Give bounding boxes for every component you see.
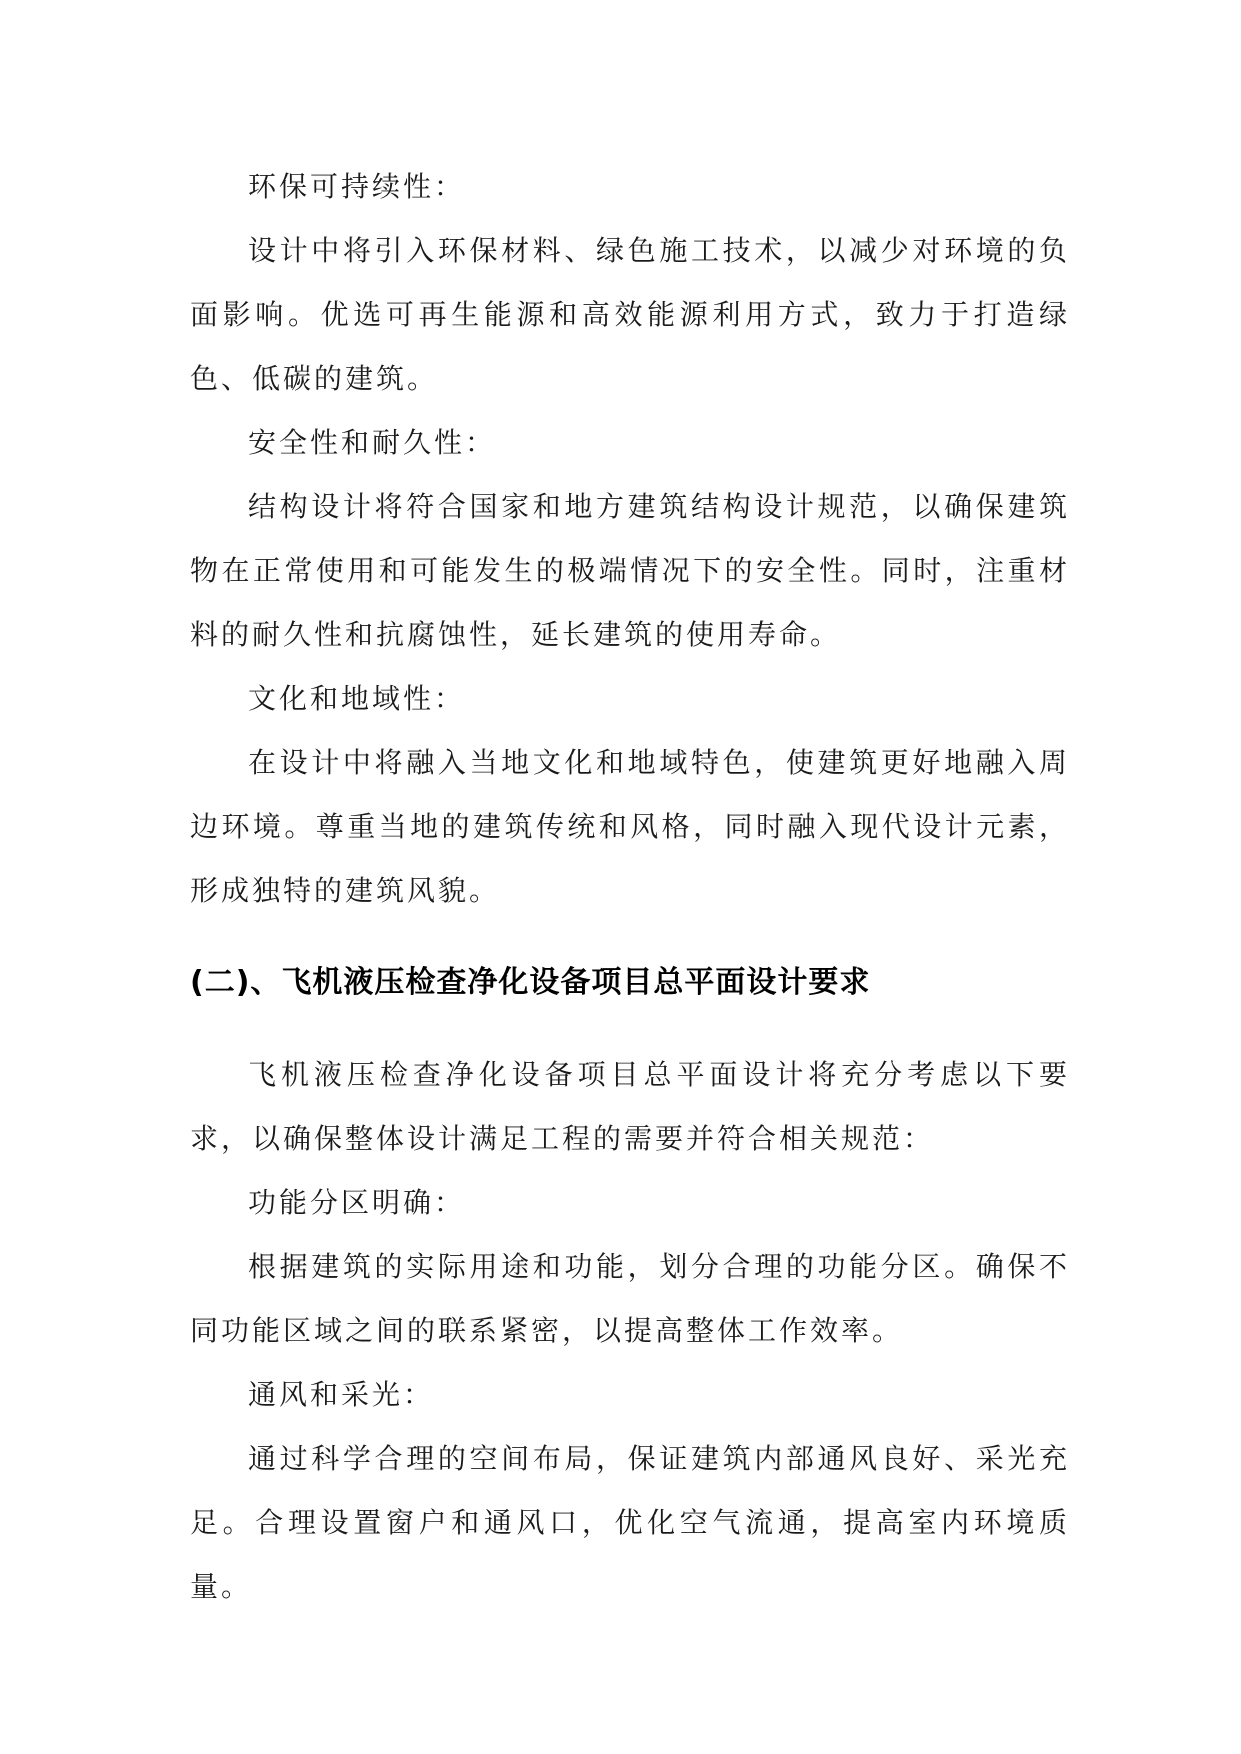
- section-heading-site-plan: (二)、飞机液压检查净化设备项目总平面设计要求: [190, 965, 871, 1000]
- paragraph-eco-sustainability: 设计中将引入环保材料、绿色施工技术，以减少对环境的负面影响。优选可再生能源和高效能源利用方式，致力于打造绿色、低碳的建筑。: [190, 234, 1070, 395]
- paragraph-ventilation-lighting: 通过科学合理的空间布局，保证建筑内部通风良好、采光充足。合理设置窗户和通风口，优化空气流通，提高室内环境质量。: [190, 1442, 1070, 1603]
- subheading-culture-region: 文化和地域性：: [248, 682, 466, 715]
- paragraph-site-plan-intro: 飞机液压检查净化设备项目总平面设计将充分考虑以下要求，以确保整体设计满足工程的需要并符合相关规范：: [190, 1058, 1070, 1155]
- subheading-safety-durability: 安全性和耐久性：: [248, 426, 497, 459]
- paragraph-culture-region: 在设计中将融入当地文化和地域特色，使建筑更好地融入周边环境。尊重当地的建筑传统和风格，同时融入现代设计元素，形成独特的建筑风貌。: [190, 746, 1070, 907]
- paragraph-functional-zoning: 根据建筑的实际用途和功能，划分合理的功能分区。确保不同功能区域之间的联系紧密，以提高整体工作效率。: [190, 1250, 1070, 1347]
- paragraph-safety-durability: 结构设计将符合国家和地方建筑结构设计规范，以确保建筑物在正常使用和可能发生的极端情况下的安全性。同时，注重材料的耐久性和抗腐蚀性，延长建筑的使用寿命。: [190, 490, 1070, 651]
- subheading-functional-zoning: 功能分区明确：: [248, 1186, 466, 1219]
- page-content: [190, 155, 1070, 1619]
- subheading-ventilation-lighting: 通风和采光：: [248, 1378, 435, 1411]
- subheading-eco-sustainability: 环保可持续性：: [248, 170, 466, 203]
